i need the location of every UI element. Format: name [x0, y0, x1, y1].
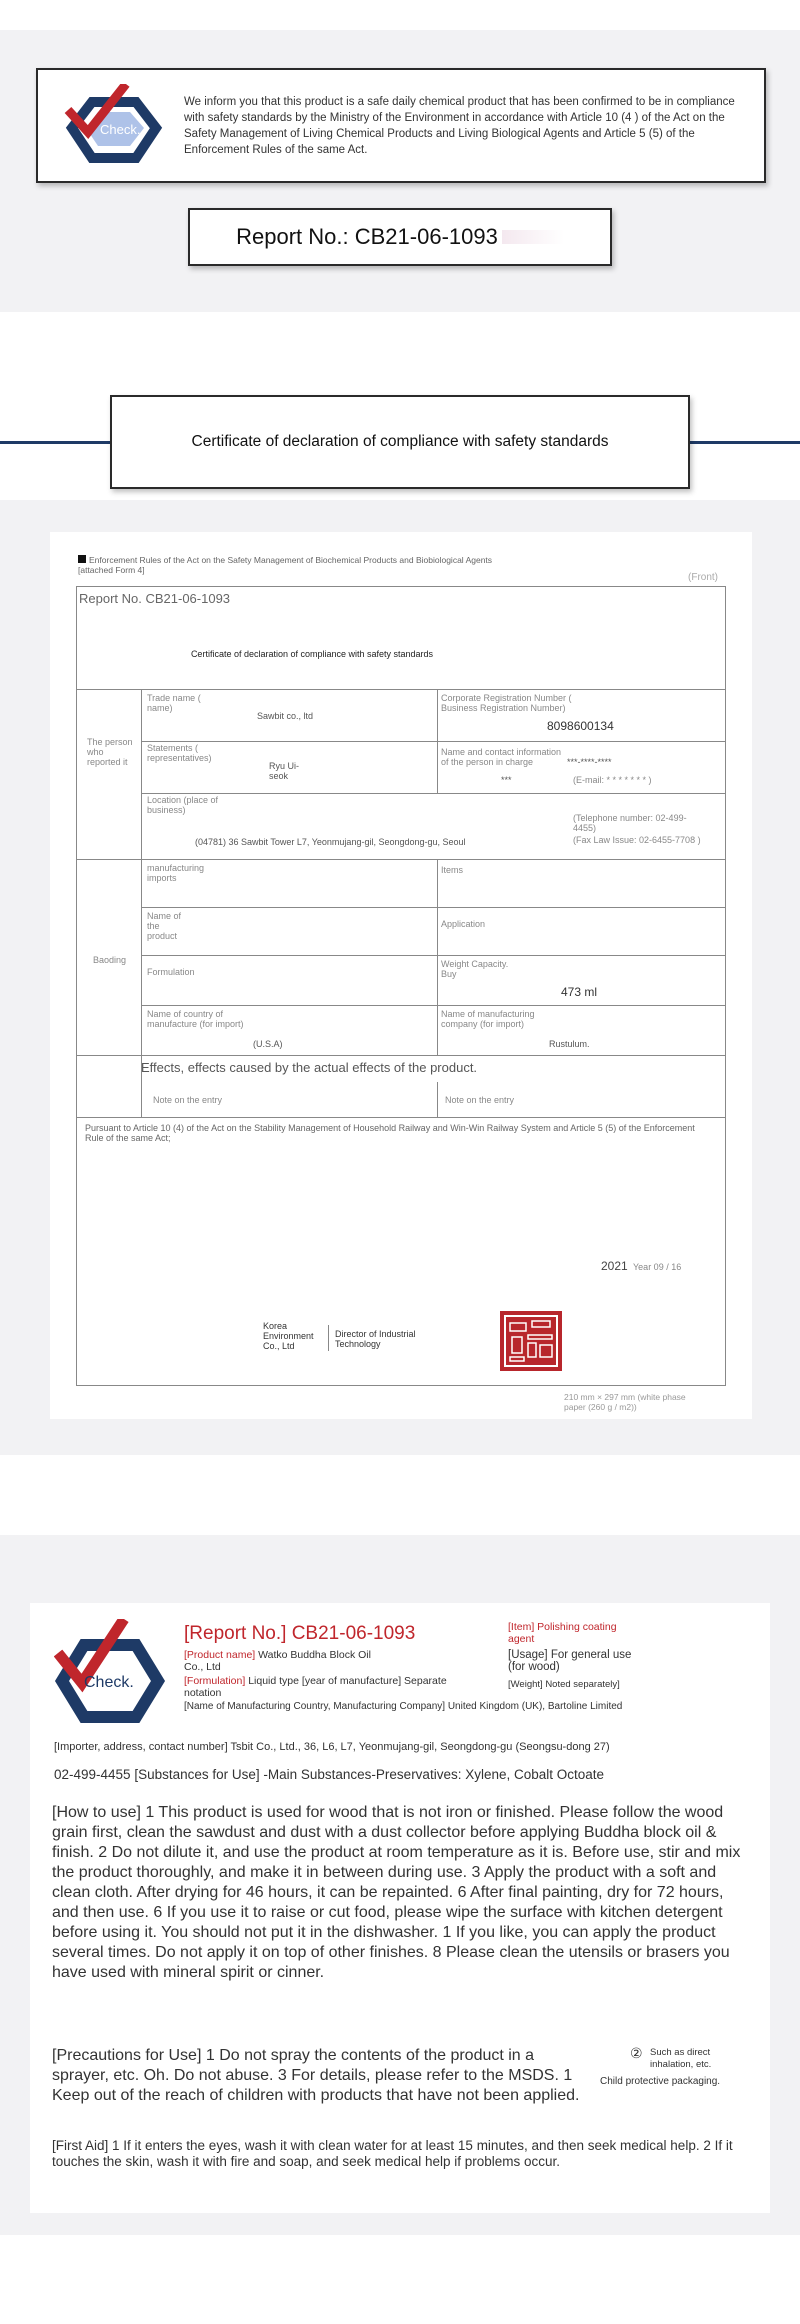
country-value: (U.S.A) — [253, 1039, 283, 1049]
statements-label: Statements ( representatives) — [147, 743, 212, 763]
issue-date: Year 09 / 16 — [633, 1262, 682, 1272]
corp-reg-value: 8098600134 — [547, 719, 614, 733]
label-formulation: [Formulation] Liquid type [year of manufacture] Separate notation — [184, 1675, 447, 1699]
side-note: Such as direct inhalation, etc. — [650, 2047, 712, 2070]
label-importer: [Importer, address, contact number] Tsbit Co., Ltd., 36, L6, L7, Yeonmujang-gil, Seongdong-gu (Seongsu-dong 27) — [54, 1741, 610, 1753]
label-first-aid: [First Aid] 1 If it enters the eyes, wash it with clean water for at least 15 minutes, and then seek medical help. 2 If it touches the skin, wash it with fire and soap, and seek medical help if problems occur. — [52, 2138, 733, 2169]
manufacturing-label: manufacturing imports — [147, 863, 205, 883]
rule — [77, 859, 725, 860]
company-value: Rustulum. — [549, 1039, 590, 1049]
notice-text: We inform you that this product is a safe daily chemical product that has been confirmed to be in compliance with safety standards by the Ministry of the Environment in accordance with Article 10 (4 ) of the Act on the Safety Management of Living Chemical Products and Living Biological Agents and Article 5 (5) of the Enforcement Rules of the same Act. — [184, 96, 735, 156]
contact-name: *** — [501, 775, 512, 785]
report-number-box — [188, 208, 612, 266]
email: (E-mail: * * * * * * * ) — [573, 775, 652, 785]
weight-label: Weight Capacity. Buy — [441, 959, 509, 979]
reporter-label: The person who reported it — [87, 737, 133, 767]
country-label: Name of country of manufacture (for import) — [147, 1009, 244, 1029]
report-number: Report No.: CB21-06-1093 — [236, 224, 498, 249]
label-manufacturer: [Name of Manufacturing Country, Manufacturing Company] United Kingdom (UK), Bartoline Limited — [184, 1701, 623, 1712]
notice-box — [36, 68, 766, 183]
representative-value: Ryu Ui-seok — [269, 761, 300, 781]
label-section — [0, 1535, 800, 2235]
rule — [77, 1117, 725, 1118]
rule — [141, 741, 725, 742]
address: (04781) 36 Sawbit Tower L7, Yeonmujang-gil, Seongdong-gu, Seoul — [195, 837, 466, 847]
rule — [141, 907, 725, 908]
rule — [141, 1005, 725, 1006]
certificate-frame — [76, 586, 726, 1386]
section-title-box — [110, 395, 690, 489]
issue-year: 2021 — [601, 1259, 628, 1273]
label-weight: [Weight] Noted separately] — [508, 1679, 620, 1690]
official-seal-icon — [498, 1309, 564, 1373]
label-precautions: [Precautions for Use] 1 Do not spray the contents of the product in a sprayer, etc. Oh. Do not abuse. 3 For details, please refer to the MSDS. 1 Keep out of the reach of children with products that have not been applied. — [52, 2047, 580, 2104]
label-report-no: [Report No.] CB21-06-1093 — [184, 1623, 416, 1644]
company-label: Name of manufacturing company (for import) — [441, 1009, 535, 1029]
label-usage: [Usage] For general use (for wood) — [508, 1649, 632, 1673]
side-note-number: ② — [630, 2045, 643, 2061]
svg-text:Check.: Check. — [100, 122, 141, 137]
divider-right — [690, 441, 800, 444]
application-label: Application — [441, 919, 486, 929]
check-logo-icon — [54, 1619, 166, 1729]
items-label: Items — [441, 865, 464, 875]
effects-text: Effects, effects caused by the actual effects of the product. — [141, 1060, 478, 1075]
pursuant-text: Pursuant to Article 10 (4) of the Act on the Stability Management of Household Railway and Win-Win Railway System and Article 5 (5) of the Enforcement Rule of the same Act; — [85, 1123, 695, 1143]
bullet-square — [78, 555, 86, 563]
certificate-document — [50, 532, 752, 1419]
certificate-title: Certificate of declaration of compliance with safety standards — [190, 649, 434, 659]
certificate-section — [0, 500, 800, 1455]
fax: (Fax Law Issue: 02-6455-7708 ) — [573, 835, 701, 845]
svg-text:Check.: Check. — [84, 1674, 134, 1691]
paper-spec: 210 mm × 297 mm (white phase paper (260 g / m2)) — [564, 1392, 686, 1412]
section-title: Certificate of declaration of compliance with safety standards — [191, 433, 609, 450]
rule — [437, 1082, 438, 1117]
weight-value: 473 ml — [561, 985, 598, 999]
label-item: [Item] Polishing coating agent — [508, 1621, 617, 1645]
contact-label: Name and contact information of the person in charge — [441, 747, 562, 767]
product-label-card — [30, 1603, 770, 2213]
rule — [437, 689, 438, 793]
child-protective-note: Child protective packaging. — [600, 2076, 721, 2087]
corp-reg-label: Corporate Registration Number ( Business Registration Number) — [441, 693, 572, 713]
product-name-label: Name of the product — [147, 911, 182, 941]
trade-name-value: Sawbit co., ltd — [257, 711, 314, 721]
trade-name-label: Trade name ( name) — [147, 693, 201, 713]
rule — [437, 859, 438, 1055]
telephone: (Telephone number: 02-499-4455) — [573, 813, 687, 833]
front-marker: (Front) — [688, 572, 718, 583]
divider-left — [0, 441, 110, 444]
certificate-report-no: Report No. CB21-06-1093 — [79, 591, 231, 606]
baoding-label: Baoding — [93, 955, 127, 965]
rule — [141, 689, 142, 1117]
label-product-name: [Product name] Watko Buddha Block Oil Co., Ltd — [184, 1649, 371, 1673]
rule — [77, 689, 725, 690]
redacted-mark — [502, 230, 564, 244]
issuer-left: Korea Environment Co., Ltd — [263, 1321, 314, 1351]
form-header: Enforcement Rules of the Act on the Safety Management of Biochemical Products and Biobiological Agents [attached Form 4] — [78, 555, 493, 575]
rule — [77, 1055, 725, 1056]
check-logo-icon — [64, 84, 164, 168]
contact-value: ***-****-**** — [567, 757, 612, 767]
label-how-to-use: [How to use] 1 This product is used for wood that is not iron or finished. Please follow the wood grain first, clean the sawdust and dust with a dust collector before applying Buddha block oil & finish. 2 Do not dilute it, and use the product at room temperature as it is. Before use, stir and mix the product thoroughly, and make it in between during use. 3 Apply the product with a soft and clean cloth. After drying for 46 hours, it can be repainted. 6 After final painting, dry for 72 hours, and then use. 6 If you use it to raise or cut food, please wipe the surface with kitchen detergent before using it. You should not put it in the dishwasher. 1 If you like, you can apply the product several times. Do not apply it on top of other finishes. 8 Please clean the utensils or brasers you have used with mineral spirit or cinner. — [52, 1804, 741, 1981]
formulation-label: Formulation — [147, 967, 195, 977]
note-left: Note on the entry — [153, 1095, 223, 1105]
location-label: Location (place of business) — [147, 795, 219, 815]
rule — [141, 955, 725, 956]
note-right: Note on the entry — [445, 1095, 515, 1105]
issuer-right: Director of Industrial Technology — [335, 1329, 416, 1349]
label-substances: 02-499-4455 [Substances for Use] -Main Substances-Preservatives: Xylene, Cobalt Octoate — [54, 1767, 605, 1782]
issuer-divider — [328, 1325, 329, 1351]
notice-section — [0, 30, 800, 312]
rule — [141, 793, 725, 794]
